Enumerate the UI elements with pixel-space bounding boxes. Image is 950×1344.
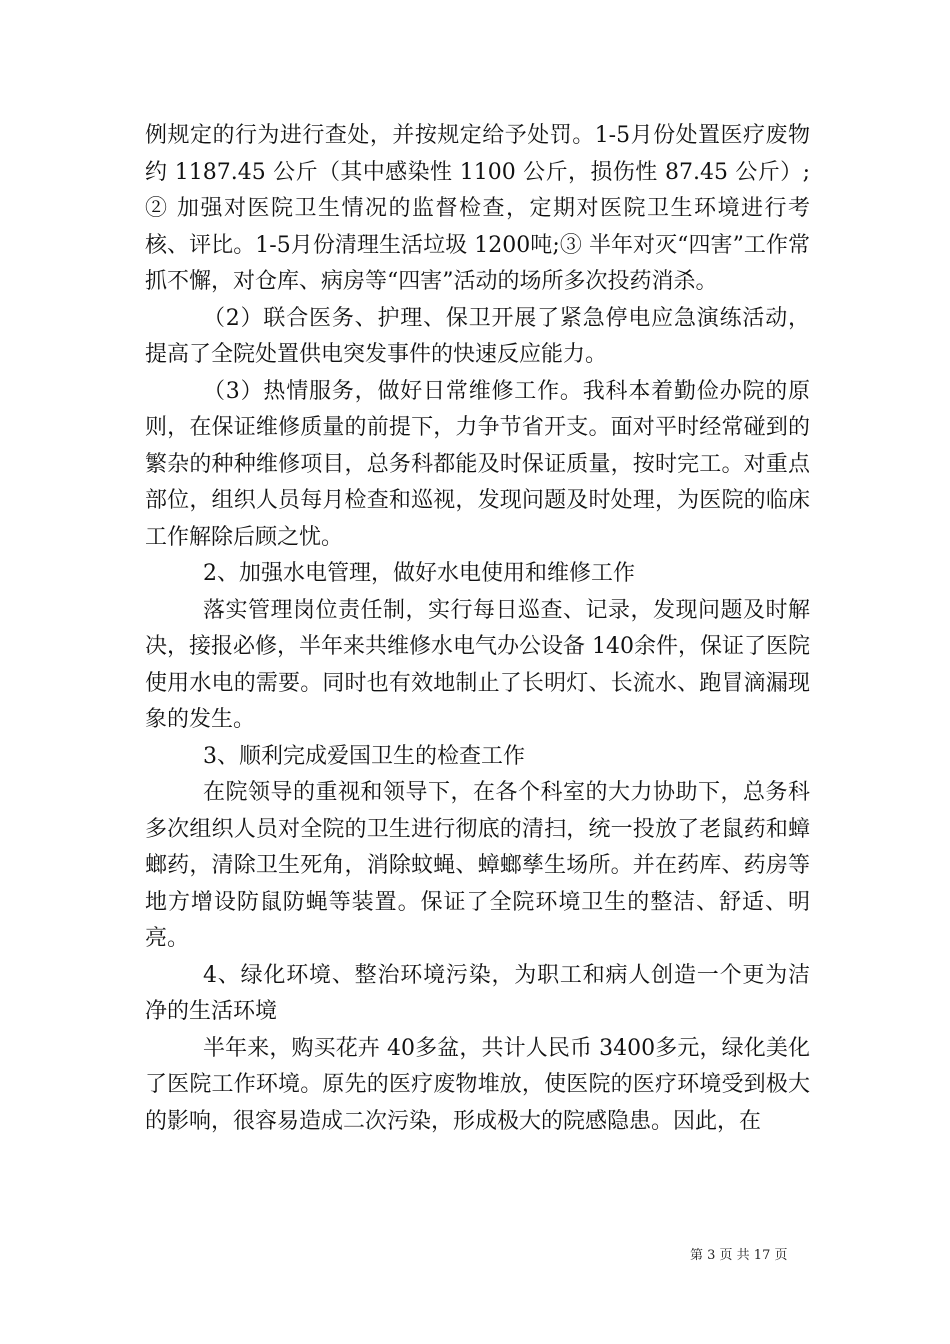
paragraph-patriotic-health: 在院领导的重视和领导下，在各个科室的大力协助下，总务科多次组织人员对全院的卫生进行彻底的清扫，统一投放了老鼠药和蟑螂药，清除卫生死角，消除蚊蝇、蟑螂孳生场所。并在药库、药房等地方增设防鼠防蝇等装置。保证了全院环境卫生的整洁、舒适、明亮。 (145, 780, 810, 951)
paragraph-maintenance-service: （3）热情服务，做好日常维修工作。我科本着勤俭办院的原则，在保证维修质量的前提下，力争节省开支。面对平时经常碰到的繁杂的种种维修项目，总务科都能及时保证质量，按时完工。对重点部位，组织人员每月检查和巡视，发现问题及时处理，为医院的临床工作解除后顾之忧。 (145, 378, 810, 550)
paragraph-emergency-drill: （2）联合医务、护理、保卫开展了紧急停电应急演练活动，提高了全院处置供电突发事件的快速反应能力。 (145, 305, 810, 367)
document-body (145, 118, 810, 1140)
section-heading-greening: 4、绿化环境、整治环境污染，为职工和病人创造一个更为洁净的生活环境 (145, 962, 810, 1024)
section-heading-water-electricity: 2、加强水电管理，做好水电使用和维修工作 (203, 561, 635, 586)
section-heading-patriotic-health: 3、顺利完成爱国卫生的检查工作 (203, 743, 525, 769)
page-number-footer: 第 3 页 共 17 页 (690, 1248, 788, 1263)
paragraph-water-electricity: 落实管理岗位责任制，实行每日巡查、记录，发现问题及时解决，接报必修，半年来共维修水电气办公设备 140余件，保证了医院使用水电的需要。同时也有效地制止了长明灯、长流水、跑冒滴漏现象的发生。 (145, 597, 810, 732)
paragraph-continuation: 例规定的行为进行查处，并按规定给予处罚。1-5月份处置医疗废物约 1187.45 公斤（其中感染性 1100 公斤，损伤性 87.45 公斤）;② 加强对医院卫生情况的监督检查，定期对医院卫生环境进行考核、评比。1-5月份清理生活垃圾 1200吨;③ 半年对灭“四害”工作常抓不懈，对仓库、病房等“四害”活动的场所多次投药消杀。 (145, 123, 810, 294)
paragraph-greening: 半年来，购买花卉 40多盆，共计人民币 3400多元，绿化美化了医院工作环境。原先的医疗废物堆放，使医院的医疗环境受到极大的影响，很容易造成二次污染，形成极大的院感隐患。因此，在 (145, 1035, 810, 1134)
